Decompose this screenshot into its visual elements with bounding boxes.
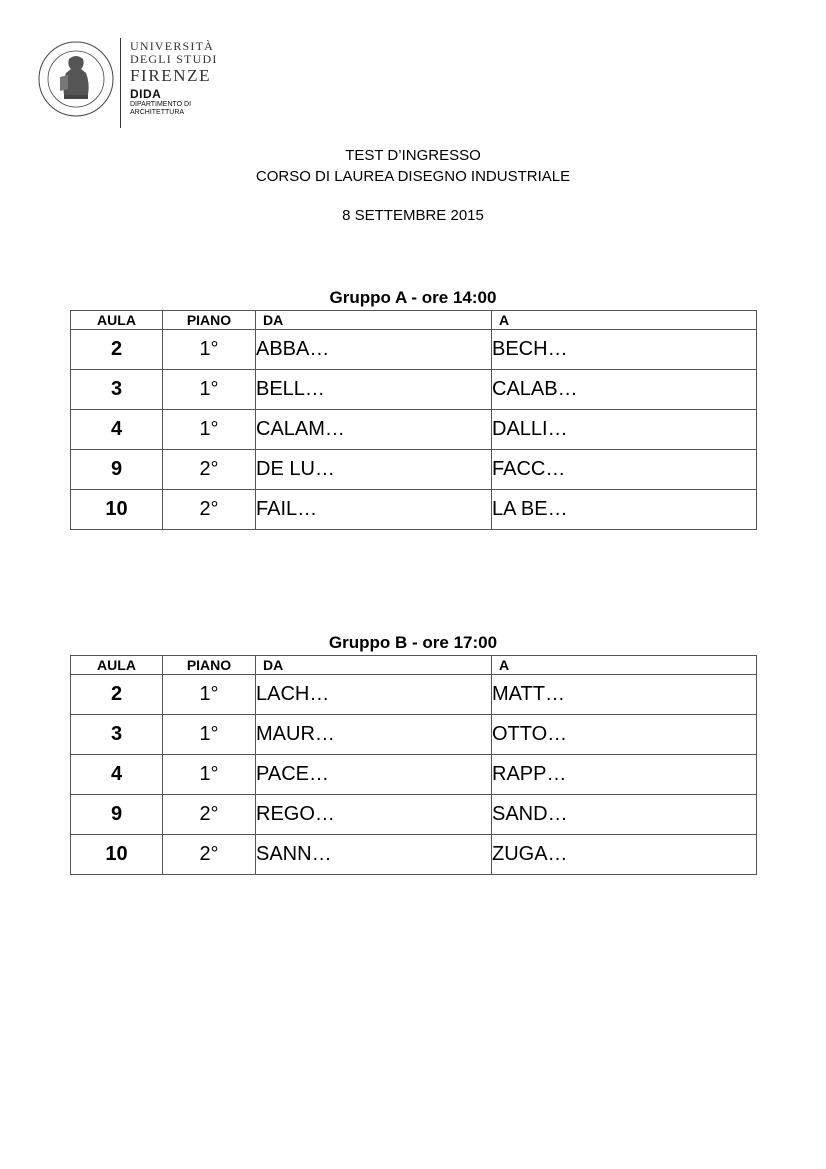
document-title: TEST D’INGRESSO <box>345 147 481 164</box>
group-b-table <box>70 655 757 875</box>
a-cell: RAPP… <box>492 755 757 795</box>
da-cell: PACE… <box>256 755 492 795</box>
da-cell: DE LU… <box>256 450 492 490</box>
col-header-a: A <box>492 656 757 675</box>
da-cell: MAUR… <box>256 715 492 755</box>
piano-cell: 1° <box>163 675 256 715</box>
department-abbr: DIDA <box>130 87 162 101</box>
a-cell: DALLI… <box>492 410 757 450</box>
aula-cell: 10 <box>71 835 163 875</box>
exam-date: 8 SETTEMBRE 2015 <box>342 207 484 224</box>
aula-cell: 3 <box>71 715 163 755</box>
table-row <box>71 675 757 715</box>
department-line-1: DIPARTIMENTO DI <box>130 101 192 108</box>
table-row <box>71 410 757 450</box>
da-cell: BELL… <box>256 370 492 410</box>
aula-cell: 9 <box>71 795 163 835</box>
aula-cell: 4 <box>71 410 163 450</box>
university-line-2: DEGLI STUDI <box>130 52 218 66</box>
da-cell: ABBA… <box>256 330 492 370</box>
piano-cell: 1° <box>163 370 256 410</box>
table-row <box>71 795 757 835</box>
da-cell: SANN… <box>256 835 492 875</box>
university-seal-logo <box>36 37 116 127</box>
a-cell: CALAB… <box>492 370 757 410</box>
da-cell: LACH… <box>256 675 492 715</box>
a-cell: ZUGA… <box>492 835 757 875</box>
aula-cell: 9 <box>71 450 163 490</box>
piano-cell: 1° <box>163 715 256 755</box>
group-b-title: Gruppo B - ore 17:00 <box>328 633 498 652</box>
col-header-aula: AULA <box>71 311 163 330</box>
university-line-1: UNIVERSITÀ <box>130 39 214 53</box>
table-row <box>71 330 757 370</box>
col-header-piano: PIANO <box>163 656 256 675</box>
piano-cell: 1° <box>163 755 256 795</box>
piano-cell: 2° <box>163 450 256 490</box>
a-cell: FACC… <box>492 450 757 490</box>
table-row <box>71 715 757 755</box>
piano-cell: 2° <box>163 795 256 835</box>
table-row <box>71 755 757 795</box>
a-cell: BECH… <box>492 330 757 370</box>
col-header-da: DA <box>256 656 492 675</box>
table-row <box>71 835 757 875</box>
aula-cell: 3 <box>71 370 163 410</box>
university-line-3: FIRENZE <box>130 66 212 85</box>
table-row <box>71 450 757 490</box>
table-row <box>71 370 757 410</box>
col-header-a: A <box>492 311 757 330</box>
col-header-aula: AULA <box>71 656 163 675</box>
a-cell: MATT… <box>492 675 757 715</box>
table-row <box>71 490 757 530</box>
a-cell: SAND… <box>492 795 757 835</box>
table-header-row <box>71 656 757 675</box>
group-a-title: Gruppo A - ore 14:00 <box>329 288 497 307</box>
logo-divider <box>120 38 121 128</box>
aula-cell: 4 <box>71 755 163 795</box>
piano-cell: 1° <box>163 410 256 450</box>
col-header-piano: PIANO <box>163 311 256 330</box>
aula-cell: 2 <box>71 330 163 370</box>
piano-cell: 1° <box>163 330 256 370</box>
col-header-da: DA <box>256 311 492 330</box>
piano-cell: 2° <box>163 835 256 875</box>
department-line-2: ARCHITETTURA <box>130 109 185 116</box>
a-cell: OTTO… <box>492 715 757 755</box>
table-header-row <box>71 311 757 330</box>
da-cell: CALAM… <box>256 410 492 450</box>
aula-cell: 10 <box>71 490 163 530</box>
da-cell: FAIL… <box>256 490 492 530</box>
aula-cell: 2 <box>71 675 163 715</box>
da-cell: REGO… <box>256 795 492 835</box>
course-name: CORSO DI LAUREA DISEGNO INDUSTRIALE <box>255 168 571 185</box>
group-a-table <box>70 310 757 530</box>
university-name <box>130 40 218 85</box>
piano-cell: 2° <box>163 490 256 530</box>
a-cell: LA BE… <box>492 490 757 530</box>
department-name <box>130 88 191 117</box>
